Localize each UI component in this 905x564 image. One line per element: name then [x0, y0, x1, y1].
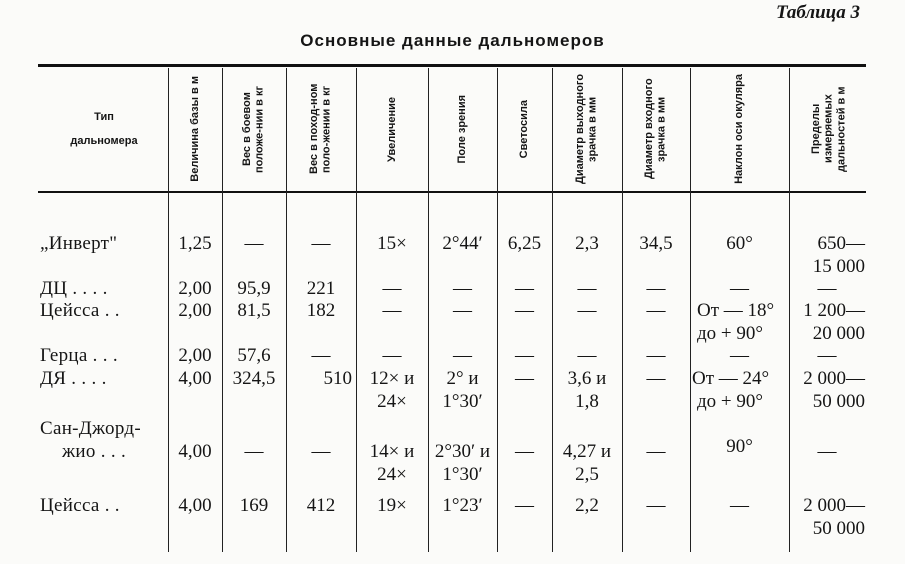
header-base: Величина базы в м: [188, 76, 201, 182]
cell-field: —: [453, 300, 472, 321]
cell-tilt: От — 18°: [697, 300, 775, 321]
cell-weight-march: 510: [323, 368, 352, 389]
row-name: Цейсса . .: [40, 300, 120, 321]
table-number-label: Таблица 3: [775, 2, 860, 23]
cell-weight-combat: 169: [239, 495, 269, 516]
cell-field: 2° и: [446, 368, 479, 389]
cell-weight-combat: —: [244, 233, 264, 254]
row-name: „Инверт": [40, 233, 118, 254]
cell-range: 2 000—: [803, 368, 865, 389]
cell-magnification-2: 24×: [377, 464, 407, 485]
header-exit-pupil: Диаметр выходного зрачка в мм: [574, 73, 599, 185]
row-name: ДЯ . . . .: [40, 368, 107, 389]
cell-exit-pupil: —: [577, 300, 597, 321]
cell-exit-pupil-2: 1,8: [575, 391, 599, 412]
cell-tilt: 90°: [726, 436, 753, 457]
cell-exit-pupil: 2,3: [575, 233, 599, 254]
cell-weight-march: 221: [306, 278, 336, 299]
cell-magnification: —: [382, 345, 402, 366]
header-range: Пределы измеряемых дальностей в м: [810, 86, 848, 172]
cell-luminosity: —: [515, 345, 534, 366]
cell-exit-pupil-2: 2,5: [575, 464, 599, 485]
header-rule: [38, 191, 866, 193]
header-entrance-pupil: Диаметр входного зрачка в мм: [643, 78, 668, 180]
cell-luminosity: —: [515, 495, 534, 516]
header-magnification: Увеличение: [385, 96, 398, 162]
cell-magnification: 12× и: [369, 368, 415, 389]
cell-magnification-2: 24×: [377, 391, 407, 412]
cell-magnification: —: [382, 300, 402, 321]
cell-luminosity: —: [515, 368, 534, 389]
cell-base: 4,00: [178, 368, 212, 389]
cell-field-2: 1°30′: [442, 391, 483, 412]
header-weight-combat: Вес в боевом положе-нии в кг: [241, 85, 266, 173]
cell-range-2: 50 000: [812, 391, 865, 412]
cell-range: 2 000—: [803, 495, 865, 516]
cell-range-2: 15 000: [812, 256, 865, 277]
cell-weight-combat: 81,5: [237, 300, 271, 321]
cell-base: 2,00: [178, 278, 212, 299]
row-name: Герца . . .: [40, 345, 118, 366]
cell-weight-combat: 57,6: [237, 345, 271, 366]
cell-entrance-pupil: —: [646, 278, 666, 299]
cell-tilt: От — 24°: [692, 368, 770, 389]
cell-base: 2,00: [178, 300, 212, 321]
cell-weight-march: —: [311, 345, 331, 366]
cell-weight-combat: 324,5: [232, 368, 276, 389]
cell-weight-march: —: [311, 233, 331, 254]
cell-weight-combat: —: [244, 441, 264, 462]
cell-base: 1,25: [178, 233, 212, 254]
cell-base: 4,00: [178, 441, 212, 462]
row-name: ДЦ . . . .: [40, 278, 108, 299]
cell-exit-pupil: 4,27 и: [562, 441, 612, 462]
cell-entrance-pupil: 34,5: [639, 233, 673, 254]
cell-magnification: 14× и: [369, 441, 415, 462]
cell-weight-march: 182: [306, 300, 336, 321]
cell-base: 4,00: [178, 495, 212, 516]
cell-tilt-2: до + 90°: [697, 323, 763, 344]
row-name: Сан-Джорд-: [40, 418, 141, 439]
cell-tilt: —: [730, 495, 749, 516]
header-luminosity: Светосила: [518, 99, 531, 159]
cell-weight-march: —: [311, 441, 331, 462]
cell-entrance-pupil: —: [646, 368, 666, 389]
cell-base: 2,00: [178, 345, 212, 366]
header-type: Тип дальномера: [70, 110, 138, 147]
cell-exit-pupil: 3,6 и: [567, 368, 607, 389]
cell-tilt: —: [730, 345, 749, 366]
cell-luminosity: —: [515, 278, 534, 299]
cell-weight-combat: 95,9: [237, 278, 271, 299]
row-name-2: жио . . .: [62, 441, 126, 462]
cell-magnification: 19×: [377, 495, 407, 516]
cell-entrance-pupil: —: [646, 345, 666, 366]
cell-exit-pupil: 2,2: [575, 495, 599, 516]
cell-field: —: [453, 278, 472, 299]
cell-tilt-2: до + 90°: [697, 391, 763, 412]
cell-magnification: —: [382, 278, 402, 299]
cell-range: —: [817, 441, 837, 462]
cell-exit-pupil: —: [577, 278, 597, 299]
header-weight-march: Вес в поход-ном поло-жении в кг: [308, 83, 333, 175]
cell-field-2: 1°30′: [442, 464, 483, 485]
cell-magnification: 15×: [377, 233, 407, 254]
cell-field: 2°44′: [442, 233, 483, 254]
cell-tilt: 60°: [726, 233, 753, 254]
cell-luminosity: 6,25: [507, 233, 542, 254]
cell-entrance-pupil: —: [646, 300, 666, 321]
cell-range-2: 20 000: [812, 323, 865, 344]
top-rule: [38, 64, 866, 67]
cell-tilt: —: [730, 278, 749, 299]
cell-weight-march: 412: [306, 495, 336, 516]
cell-luminosity: —: [515, 300, 534, 321]
cell-field: 1°23′: [442, 495, 483, 516]
row-name: Цейсса . .: [40, 495, 120, 516]
cell-range: 1 200—: [803, 300, 865, 321]
cell-field: 2°30′ и: [434, 441, 491, 462]
cell-range: 650—: [817, 233, 865, 254]
cell-exit-pupil: —: [577, 345, 597, 366]
table-caption: Основные данные дальномеров: [300, 31, 605, 50]
header-eyepiece-tilt: Наклон оси окуляра: [733, 74, 746, 184]
cell-range: —: [817, 278, 837, 299]
cell-range-2: 50 000: [812, 518, 865, 539]
cell-range: —: [817, 345, 837, 366]
cell-luminosity: —: [515, 441, 534, 462]
cell-entrance-pupil: —: [646, 495, 666, 516]
cell-field: —: [453, 345, 472, 366]
cell-entrance-pupil: —: [646, 441, 666, 462]
header-field-of-view: Поле зрения: [456, 94, 469, 164]
